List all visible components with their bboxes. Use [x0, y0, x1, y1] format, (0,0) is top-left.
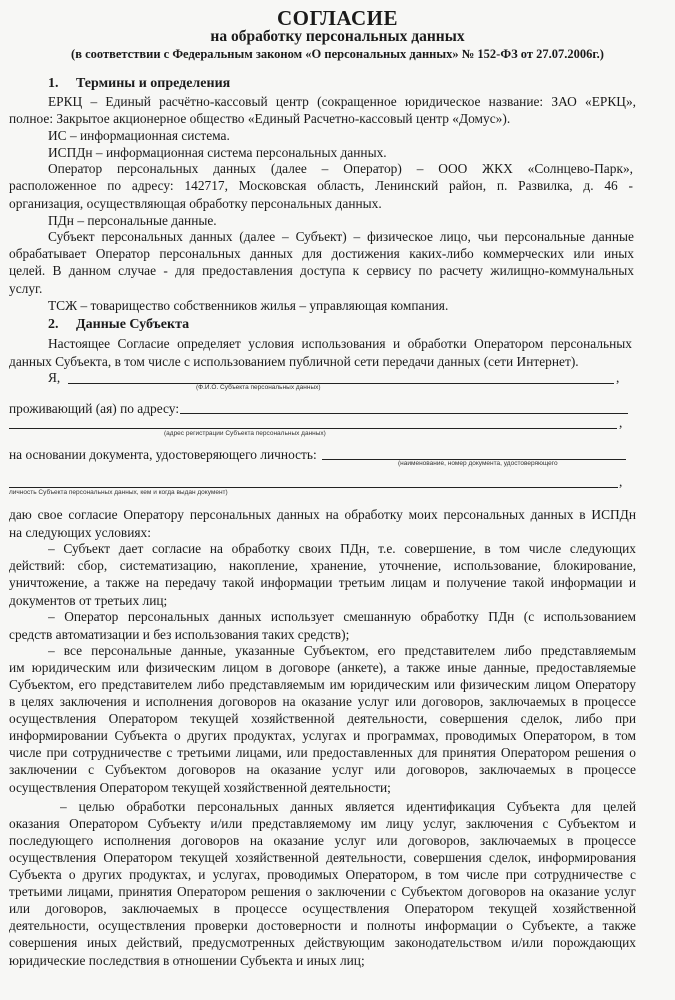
document-subtitle: на обработку персональных данных [210, 28, 465, 45]
document-title: СОГЛАСИЕ [277, 6, 398, 30]
document-label: на основании документа, удостоверяющего личность: [9, 447, 317, 462]
consent-line: на следующих условиях: [9, 525, 151, 540]
consent-line: – целью обработки персональных данных является идентификация Субъекта для целей [60, 799, 636, 814]
consent-line: осуществления Оператором текущей хозяйственной деятельности, совершения сделок, информирования [9, 850, 636, 865]
consent-line: заключении с Субъектом договоров на оказание услуг или договоров, заключаемых в процессе [9, 762, 636, 777]
consent-line: документов от третьих лиц; [9, 593, 168, 608]
consent-line: в целях заключения и исполнения договоров на оказание услуг или договоров, заключаемых в процессе [9, 694, 636, 709]
consent-line: третьими лицами, принятия Оператором решения о заключении с Субъектом договоров на оказание услуг [9, 884, 636, 899]
consent-line: – Субъект дает согласие на обработку своих ПДн, т.е. совершение, в том числе следующих [48, 541, 636, 556]
section-1-line: Субъект персональных данных (далее – Субъект) – физическое лицо, чьи персональные данные [48, 229, 634, 244]
law-reference: (в соответствии с Федеральным законом «О персональных данных» № 152-ФЗ от 27.07.2006г.) [71, 47, 604, 61]
consent-line: – все персональные данные, указанные Субъектом, его представителем либо представляемым [48, 643, 636, 658]
section-1-line: ТСЖ – товарищество собственников жилья – управляющая компания. [48, 298, 449, 313]
address-field-line-2[interactable] [9, 428, 617, 429]
section-2-intro-line: данных Субъекта, в том числе с использованием публичной сети передачи данных (сети Интернет). [9, 354, 579, 369]
consent-line: действий: сбор, систематизацию, накопление, хранение, уточнение, использование, блокирование, [9, 558, 636, 573]
section-1-line: ИСПДн – информационная система персональных данных. [48, 145, 387, 160]
document-caption-1: (наименование, номер документа, удостоверяющего [398, 460, 558, 467]
section-2-intro-line: Настоящее Согласие определяет условия использования и обработки Оператором персональных [48, 336, 632, 351]
consent-line: даю свое согласие Оператору персональных данных на обработку моих персональных данных в ИСПДн [9, 507, 636, 522]
address-caption: (адрес регистрации Субъекта персональных данных) [164, 430, 326, 437]
fio-field[interactable] [68, 383, 614, 384]
document-caption-2: личность Субъекта персональных данных, кем и когда выдан документ) [9, 489, 228, 496]
consent-line: уничтожение, а также на передачу такой информации третьим лицам и получение такой информации и [9, 575, 636, 590]
document-field-line-2[interactable] [9, 487, 618, 488]
consent-line: числе при сотрудничестве с третьими лицами, или предоставленных для принятия Оператором решения о [9, 745, 636, 760]
address-field[interactable] [180, 413, 628, 414]
consent-line: совершения иных действий, предусмотренных действующим законодательством и/или порождающих [9, 935, 636, 950]
section-1-line: ЕРКЦ – Единый расчётно-кассовый центр (сокращенное юридическое название: ЗАО «ЕРКЦ», [48, 94, 636, 109]
address-comma: , [619, 415, 623, 430]
consent-line: юридические последствия в отношении Субъекта и иных лиц; [9, 953, 365, 968]
consent-line: или договоров, заключаемых в процессе осуществления Оператором текущей хозяйственной [9, 901, 636, 916]
section-1-heading: Термины и определения [76, 76, 231, 91]
consent-line: осуществления Оператором текущей хозяйственной деятельности, совершения сделок, либо при [9, 711, 636, 726]
address-label: проживающий (ая) по адресу: [9, 401, 180, 416]
consent-line: средств автоматизации и без использования таких средств); [9, 627, 350, 642]
document-comma: , [619, 474, 623, 489]
section-1-line: организация, осуществляющая обработку персональных данных. [9, 196, 382, 211]
section-1-line: целей. В данном случае - для предоставления доступа к сервису по расчету жилищно-коммунальных [9, 263, 634, 278]
fio-comma: , [616, 370, 620, 385]
consent-line: оказания Оператором Субъекту и/или представляемому им лицу услуг, заключения с Субъектом и [9, 816, 636, 831]
consent-line: деятельности, осуществления проверки достоверности и полноты информации о Субъекте, а также [9, 918, 636, 933]
consent-line: осуществления Оператором текущей хозяйственной деятельности; [9, 780, 391, 795]
consent-line: – Оператор персональных данных использует смешанную обработку ПДн (с использованием [48, 609, 636, 624]
section-1-line: полное: Закрытое акционерное общество «Единый Расчетно-кассовый центр «Домус»). [9, 111, 511, 126]
consent-line: Субъекта о других продуктах, и услугах, проводимых Оператором, в том числе при сотрудничестве с [9, 867, 636, 882]
consent-line: информировании Субъекта о других продуктах, услугах и программах, проводимых Оператором, в том [9, 728, 636, 743]
consent-line: последующего исполнения договоров на оказание услуг или договоров, заключаемых в процессе [9, 833, 636, 848]
section-1-line: расположенное по адресу: 142717, Московская область, Ленинский район, п. Развилка, д. 46 - [9, 178, 633, 193]
section-2-number: 2. [48, 317, 59, 332]
fio-caption: (Ф.И.О. Субъекта персональных данных) [196, 384, 321, 391]
section-2-heading: Данные Субъекта [76, 317, 190, 332]
section-1-line: ПДн – персональные данные. [48, 213, 217, 228]
section-1-line: услуг. [9, 281, 43, 296]
section-1-line: обрабатывает Оператор персональных данных для достижения каких-либо коммерческих или иных [9, 246, 634, 261]
i-label: Я, [48, 370, 61, 385]
section-1-line: ИС – информационная система. [48, 128, 230, 143]
consent-line: им юридическим или физическим лицом в договоре (анкете), а также иные данные, предоставляемые [9, 660, 636, 675]
section-1-line: Оператор персональных данных (далее – Оператор) – ООО ЖКХ «Солнцево-Парк», [48, 161, 633, 176]
consent-line: Субъектом, его представителем либо представляемым им юридическим или физическим лицом Оператору [9, 677, 636, 692]
section-1-number: 1. [48, 76, 59, 91]
